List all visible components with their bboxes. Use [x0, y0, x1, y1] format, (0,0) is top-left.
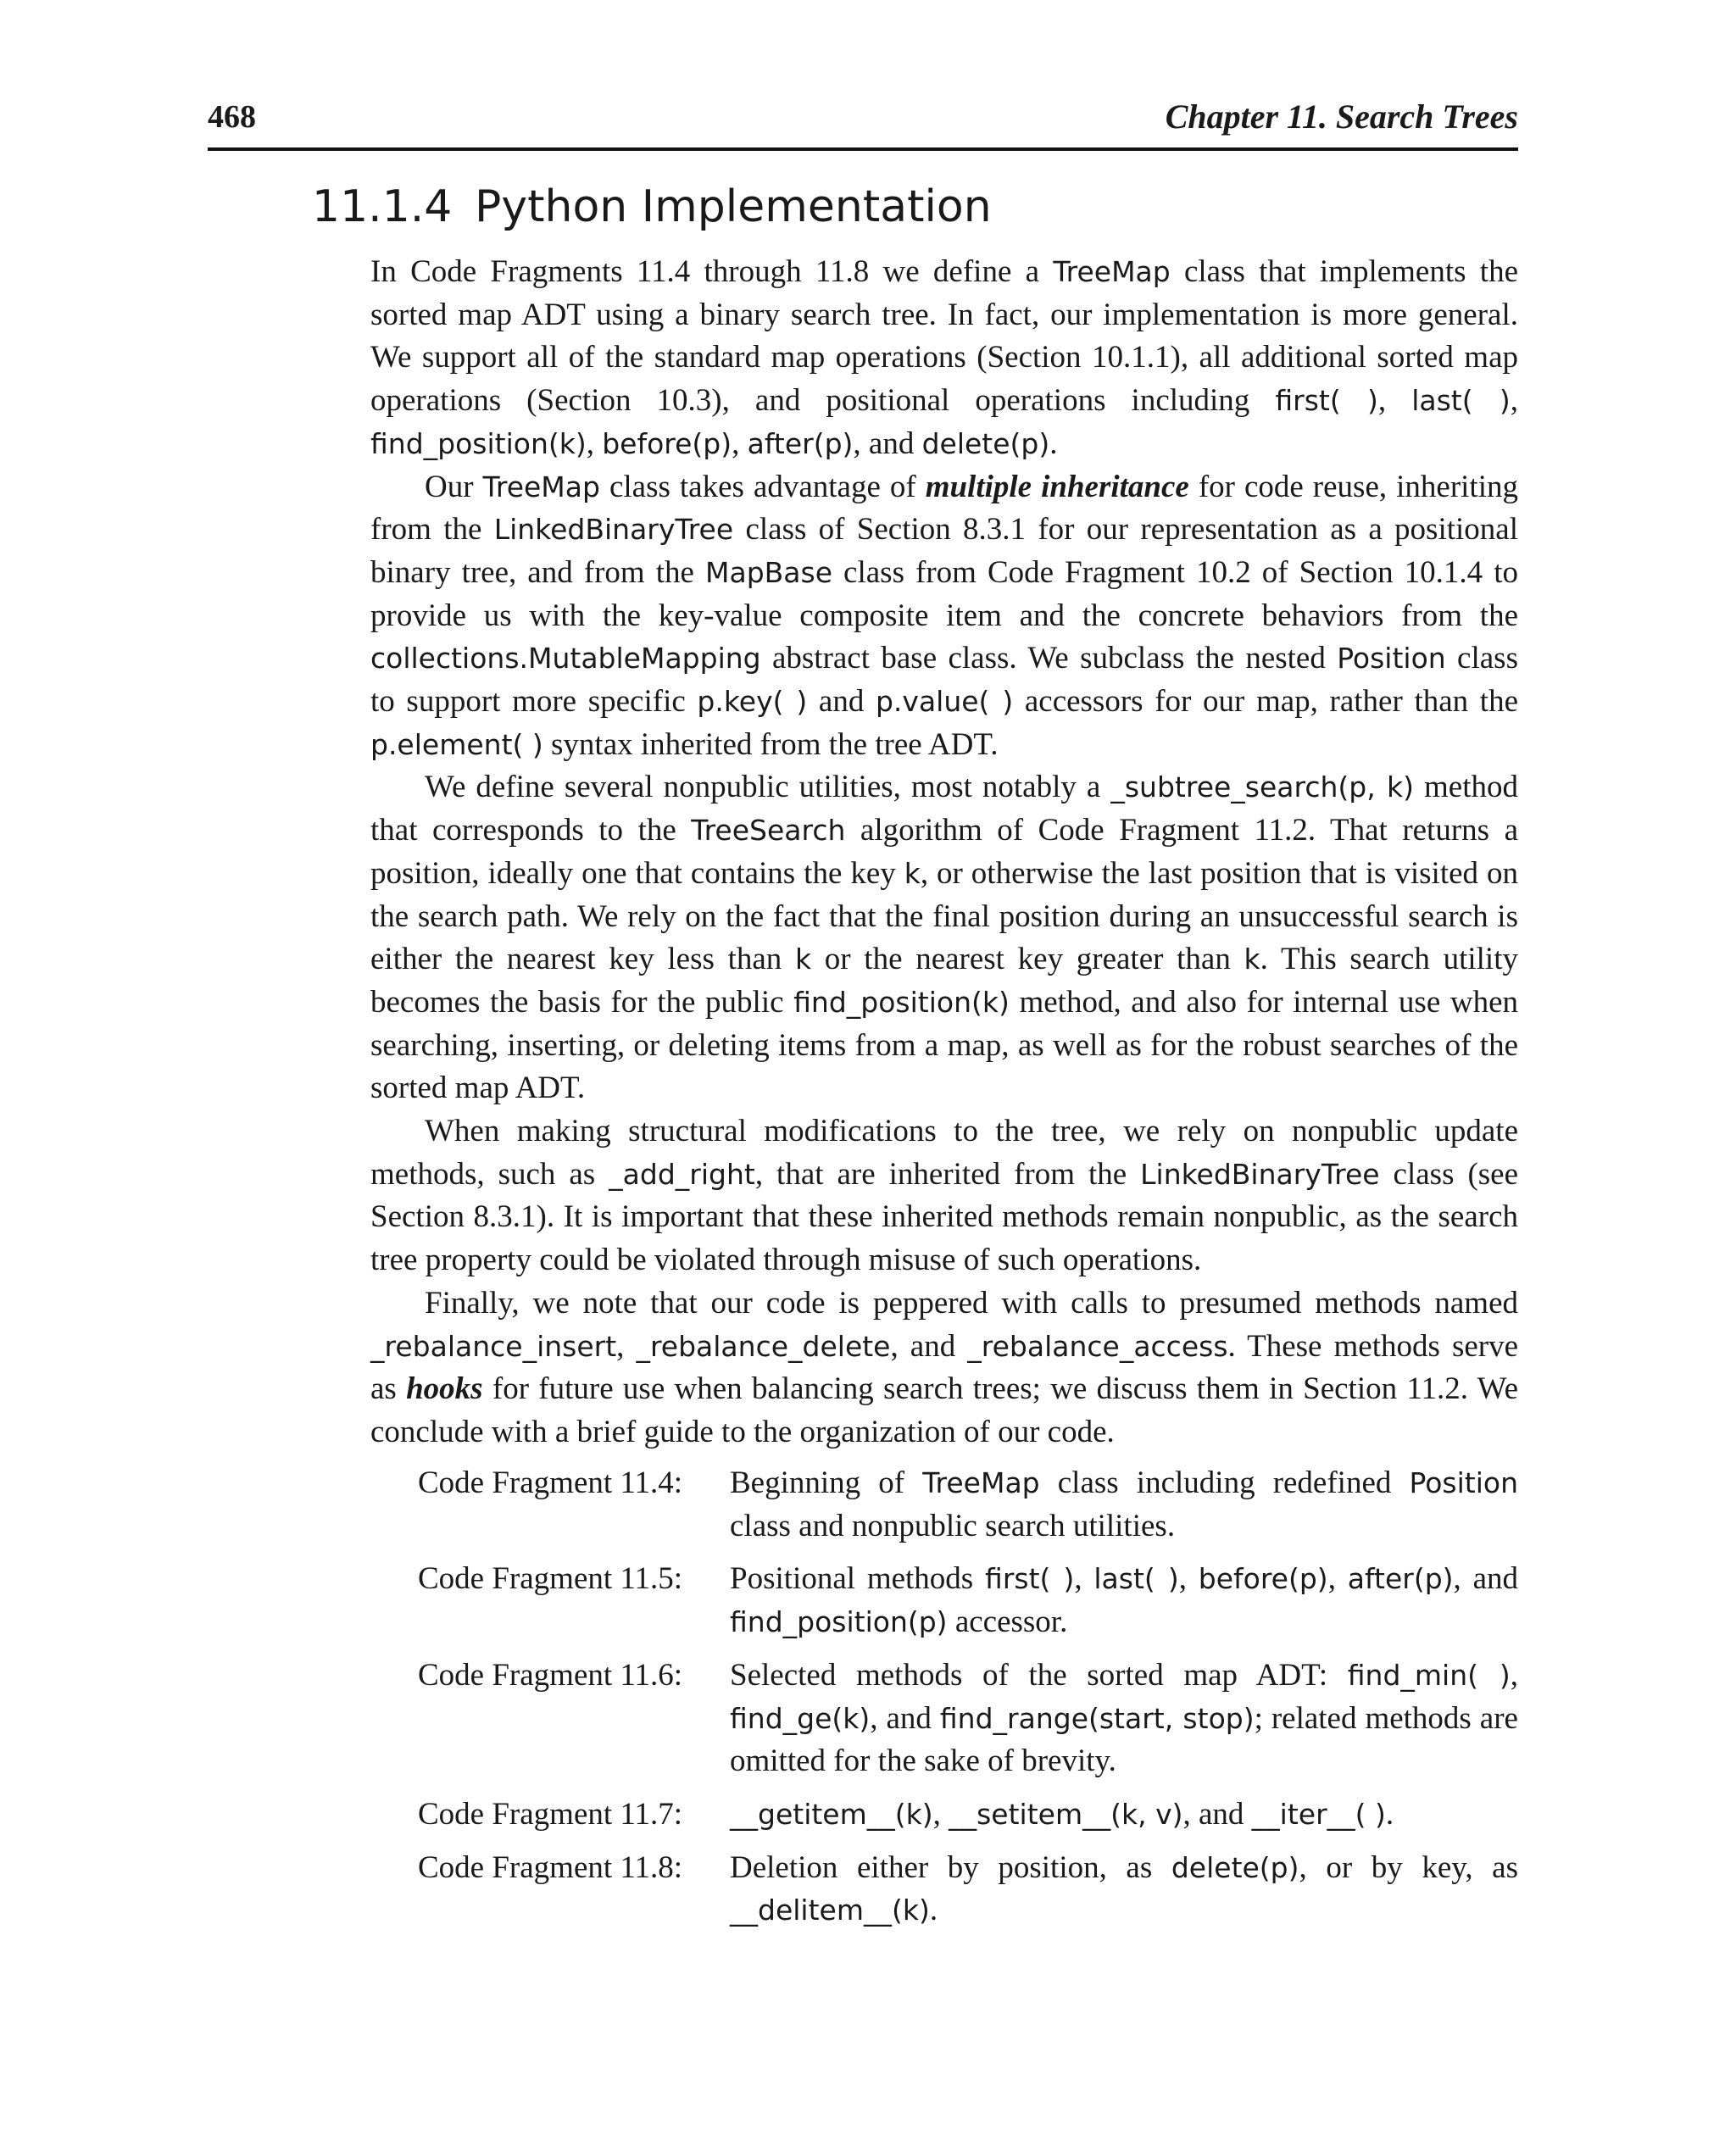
- code-fragment-entry: [418, 1654, 1518, 1783]
- code-identifier: _rebalance_delete: [636, 1329, 891, 1363]
- code-identifier: k: [1244, 943, 1260, 976]
- code-identifier: p.key( ): [697, 685, 808, 719]
- code-identifier: MapBase: [705, 555, 832, 589]
- code-identifier: k: [904, 856, 921, 890]
- code-fragment-description: Beginning of TreeMap class including redefined Position class and nonpublic search utilities.: [730, 1465, 1519, 1543]
- code-identifier: __setitem__(k, v): [949, 1797, 1183, 1831]
- code-identifier: find_range(start, stop): [939, 1701, 1255, 1735]
- code-identifier: first( ): [985, 1562, 1075, 1596]
- emphasized-term: multiple inheritance: [925, 469, 1189, 504]
- code-identifier: Position: [1337, 642, 1446, 676]
- paragraph: In Code Fragments 11.4 through 11.8 we define a TreeMap class that implements the sorted map ADT using a binary search tree. In fact, our implementation is more general. We support all of the standard map operations (Section 10.1.1), all additional sorted map operations (Section 10.3), and positional operations including first( ), last( ), find_position(k), before(p), after(p), and delete(p).: [370, 254, 1519, 461]
- code-identifier: TreeSearch: [691, 814, 846, 848]
- code-fragment-description: Selected methods of the sorted map ADT: find_min( ), find_ge(k), and find_range(start, stop); related methods are omitted for the sake of brevity.: [730, 1657, 1519, 1779]
- code-identifier: before(p): [1198, 1562, 1328, 1596]
- code-identifier: _subtree_search(p, k): [1110, 770, 1414, 804]
- body-text: [370, 251, 1518, 1454]
- section-heading: [312, 176, 992, 237]
- code-identifier: __iter__( ): [1251, 1797, 1386, 1831]
- code-identifier: p.element( ): [370, 727, 543, 761]
- code-identifier: after(p): [1347, 1562, 1454, 1596]
- code-fragment-description: Positional methods first( ), last( ), before(p), after(p), and find_position(p) accessor.: [730, 1561, 1518, 1640]
- code-identifier: first( ): [1275, 384, 1378, 418]
- code-identifier: find_ge(k): [730, 1701, 871, 1735]
- code-identifier: TreeMap: [922, 1466, 1040, 1499]
- code-fragment-entry: [418, 1793, 1518, 1837]
- code-fragment-label: Code Fragment 11.8:: [418, 1849, 683, 1885]
- code-fragment-label: Code Fragment 11.5:: [418, 1561, 683, 1597]
- code-identifier: p.value( ): [875, 685, 1014, 719]
- code-identifier: __delitem__(k): [730, 1894, 930, 1927]
- code-fragment-entry: [418, 1462, 1518, 1548]
- code-identifier: TreeMap: [1053, 255, 1171, 288]
- code-identifier: find_position(k): [370, 426, 587, 460]
- code-fragment-entry: [418, 1847, 1518, 1932]
- emphasized-term: hooks: [406, 1371, 483, 1407]
- code-fragment-label: Code Fragment 11.7:: [418, 1796, 683, 1832]
- code-fragment-description: __getitem__(k), __setitem__(k, v), and __iter__( ).: [730, 1796, 1394, 1832]
- code-identifier: delete(p): [921, 426, 1050, 460]
- code-identifier: k: [794, 943, 812, 976]
- code-identifier: TreeMap: [482, 470, 600, 503]
- code-fragment-label: Code Fragment 11.4:: [418, 1465, 683, 1500]
- code-identifier: _rebalance_insert: [370, 1329, 617, 1363]
- paragraph: When making structural modifications to the tree, we rely on nonpublic update methods, such as _add_right, that are inherited from the LinkedBinaryTree class (see Section 8.3.1). It is important that these inherited methods remain nonpublic, as the search tree property could be violated through misuse of such operations.: [370, 1114, 1519, 1278]
- code-identifier: Position: [1409, 1466, 1519, 1499]
- code-fragment-entry: [418, 1558, 1518, 1643]
- code-identifier: find_position(p): [730, 1605, 948, 1639]
- code-identifier: find_min( ): [1347, 1658, 1511, 1692]
- paragraph: Our TreeMap class takes advantage of multiple inheritance for code reuse, inheriting from the LinkedBinaryTree class of Section 8.3.1 for our representation as a positional binary tree, and from the MapBase class from Code Fragment 10.2 of Section 10.1.4 to provide us with the key-value composite item and the concrete behaviors from the collections.MutableMapping abstract base class. We subclass the nested Position class to support more specific p.key( ) and p.value( ) accessors for our map, rather than the p.element( ) syntax inherited from the tree ADT.: [370, 469, 1518, 762]
- running-title: Chapter 11. Search Trees: [1165, 97, 1518, 136]
- code-identifier: delete(p): [1171, 1850, 1299, 1884]
- code-identifier: after(p): [747, 426, 854, 460]
- page-number: 468: [208, 99, 256, 135]
- code-identifier: before(p): [602, 426, 732, 460]
- section-title: Python Implementation: [475, 181, 992, 232]
- paragraph: We define several nonpublic utilities, most notably a _subtree_search(p, k) method that corresponds to the TreeSearch algorithm of Code Fragment 11.2. That returns a position, ideally one that contains the key k, or otherwise the last position that is visited on the search path. We rely on the fact that the final position during an unsuccessful search is either the nearest key less than k or the nearest key greater than k. This search utility becomes the basis for the public find_position(k) method, and also for internal use when searching, inserting, or deleting items from a map, as well as for the robust searches of the sorted map ADT.: [370, 770, 1518, 1106]
- code-identifier: last( ): [1093, 1562, 1179, 1596]
- running-header: [208, 97, 1518, 151]
- paragraph: Finally, we note that our code is peppered with calls to presumed methods named _rebalance_insert, _rebalance_delete, and _rebalance_access. These methods serve as hooks for future use when balancing search trees; we discuss them in Section 11.2. We conclude with a brief guide to the organization of our code.: [370, 1285, 1519, 1449]
- code-identifier: _add_right: [609, 1157, 755, 1191]
- code-identifier: _rebalance_access: [967, 1329, 1228, 1363]
- section-number: 11.1.4: [312, 181, 453, 232]
- code-identifier: collections.MutableMapping: [370, 642, 761, 676]
- code-fragment-description: Deletion either by position, as delete(p), or by key, as __delitem__(k).: [730, 1849, 1518, 1928]
- code-identifier: last( ): [1411, 384, 1511, 418]
- code-identifier: LinkedBinaryTree: [1140, 1157, 1380, 1191]
- code-fragment-label: Code Fragment 11.6:: [418, 1657, 683, 1693]
- code-identifier: LinkedBinaryTree: [493, 513, 734, 547]
- code-fragment-guide: [418, 1462, 1518, 1943]
- code-identifier: __getitem__(k): [730, 1797, 933, 1831]
- code-identifier: find_position(k): [793, 985, 1010, 1019]
